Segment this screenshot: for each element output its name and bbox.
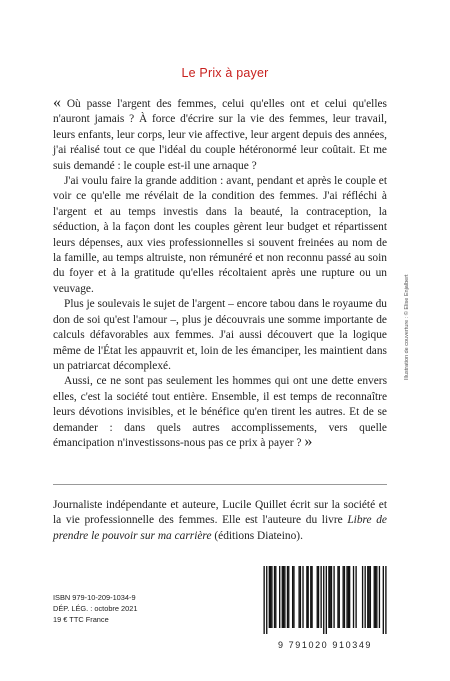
isbn: ISBN 979-10-209-1034-9: [53, 593, 136, 602]
barcode-bar: [317, 566, 318, 628]
barcode-bar: [331, 566, 332, 628]
barcode-bar: [318, 566, 319, 628]
blurb-paragraph-text: Où passe l'argent des femmes, celui qu'elles ont et celui qu'elles n'auront jamais ? À force d'écrire sur la vie des femmes, leur travail, leurs enfants, leur corps, leur vie affective, leur argent depuis des années, j'ai réalisé tout ce que l'idéal du couple hétéronormé leur coûtait. Et me suis demandé : le couple est-il une arnaque ?: [53, 98, 387, 172]
barcode-bar: [282, 566, 283, 628]
publication-info: [53, 592, 138, 625]
barcode-bar: [375, 566, 376, 628]
barcode-bar: [300, 566, 301, 628]
barcode-bar: [368, 566, 369, 628]
barcode-bar: [308, 566, 309, 628]
blurb-paragraph-4: [53, 374, 387, 451]
blurb-paragraph-3: Plus je soulevais le sujet de l'argent – encore tabou dans le royaume du don de soi qu'est l'amour –, plus je découvrais une somme importante de calculs défavorables aux femmes. J'ai aussi découvert que la logique même de l'État les appauvrit et, loin de les émanciper, les maintient dans un patriarcat décomplexé.: [53, 298, 387, 372]
bio-publisher: (éditions Diateino).: [211, 529, 303, 542]
barcode: [257, 566, 393, 650]
blurb: [53, 94, 387, 451]
barcode-bar: [310, 566, 311, 628]
barcode-bars: [257, 566, 393, 634]
barcode-bar: [333, 566, 334, 628]
barcode-bar: [288, 566, 289, 628]
barcode-bar: [271, 566, 272, 628]
barcode-bar: [374, 566, 375, 628]
barcode-bar: [306, 566, 307, 628]
author-bio: [53, 498, 387, 544]
bio-text: Journaliste indépendante et auteure, Lucile Quillet écrit sur la société et la vie professionnelle des femmes. Elle est l'auteure du livre: [53, 499, 387, 527]
barcode-bar: [383, 566, 384, 634]
illustration-credit: Illustration de couverture : © Elise Enjalbert: [404, 274, 410, 380]
blurb-paragraph-2: J'ai voulu faire la grande addition : avant, pendant et après le couple et voir ce qu'elle me révélait de la condition des femmes. J'ai réfléchi à l'argent et au temps investis dans la beauté, la contraception, la séduction, à la façon dont les couples gèrent leur budget et répartissent leurs dépenses, aux vies professionnelles si souvent freinées au nom de la famille, au temps altruiste, non rémunéré et non reconnu passé au soin du foyer et à la gratitude qu'elles récoltaient après une rupture ou un veuvage.: [53, 175, 387, 295]
barcode-bar: [367, 566, 368, 628]
barcode-bar: [292, 566, 293, 628]
barcode-bar: [376, 566, 377, 628]
barcode-bar: [348, 566, 349, 628]
barcode-bar: [337, 566, 338, 628]
barcode-bar: [320, 566, 321, 628]
barcode-bar: [339, 566, 340, 628]
barcode-bar: [293, 566, 294, 628]
barcode-bar: [326, 566, 327, 634]
barcode-bar: [355, 566, 356, 628]
section-divider: [53, 484, 387, 485]
barcode-bar: [263, 566, 264, 634]
barcode-digits: 9 791020 910349: [277, 640, 373, 650]
barcode-bar: [344, 566, 345, 628]
barcode-bar: [269, 566, 270, 628]
barcode-bar: [385, 566, 386, 634]
price: 19 € TTC France: [53, 615, 109, 624]
barcode-bar: [365, 566, 366, 628]
barcode-bar: [287, 566, 288, 628]
barcode-bar: [311, 566, 312, 628]
barcode-bar: [323, 566, 324, 634]
barcode-bar: [298, 566, 299, 628]
barcode-bar: [370, 566, 371, 628]
barcode-bar: [349, 566, 350, 628]
barcode-bar: [346, 566, 347, 628]
barcode-bar: [328, 566, 329, 628]
barcode-bar: [279, 566, 280, 628]
barcode-bar: [274, 566, 275, 628]
barcode-bar: [330, 566, 331, 628]
closing-quote-mark: »: [304, 432, 313, 450]
blurb-paragraph-text: Aussi, ce ne sont pas seulement les hommes qui ont une dette envers elles, c'est la société tout entière. Ensemble, il est temps de reconnaître leurs dévotions invisibles, et le bénéfice qu'en tirent les autres. Et de se demander : dans quels autres accomplissements, vers quelle émancipation n'investissons-nous pas ce prix à payer ?: [53, 375, 387, 449]
barcode-bar: [342, 566, 343, 628]
blurb-paragraph-1: [53, 94, 387, 174]
barcode-bar: [362, 566, 363, 628]
book-title: Le Prix à payer: [181, 66, 269, 80]
barcode-bar: [266, 566, 267, 634]
barcode-bar: [284, 566, 285, 628]
barcode-bar: [270, 566, 271, 628]
legal-deposit: DÉP. LÉG. : octobre 2021: [53, 604, 138, 613]
bio-book-title: Libre de prendre le pouvoir sur ma carrière: [53, 514, 387, 542]
barcode-bar: [275, 566, 276, 628]
barcode-bar: [353, 566, 354, 628]
barcode-bar: [379, 566, 380, 628]
barcode-bar: [283, 566, 284, 628]
opening-quote-mark: «: [53, 94, 61, 111]
barcode-bar: [302, 566, 303, 628]
